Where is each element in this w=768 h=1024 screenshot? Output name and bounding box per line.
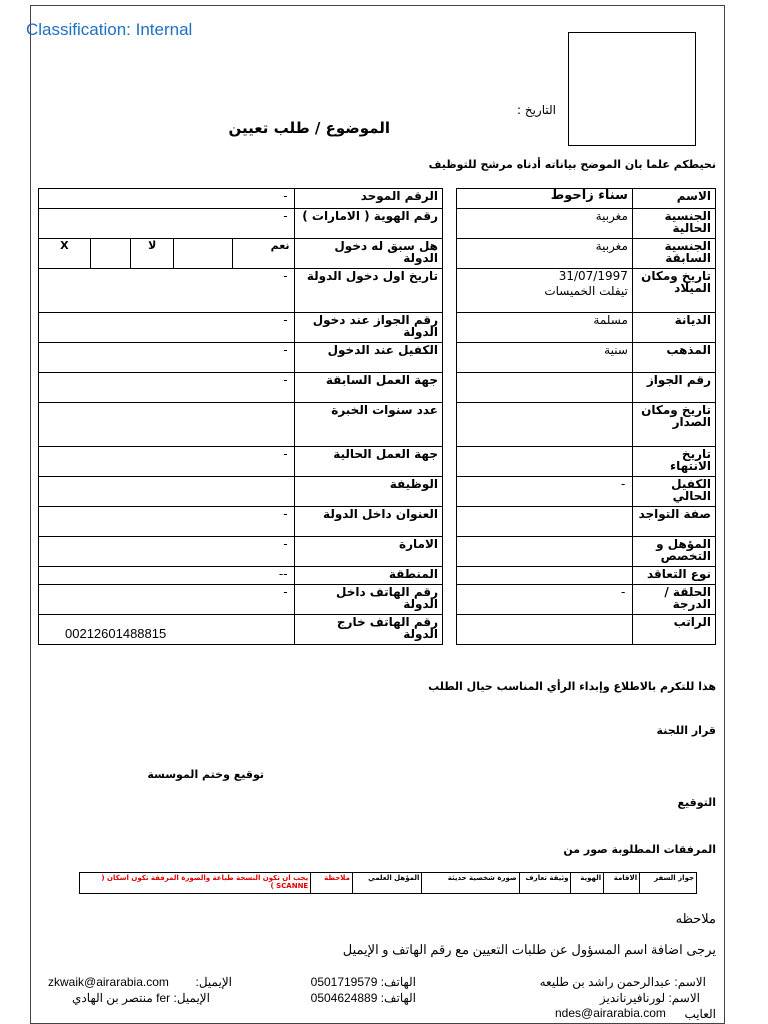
entry-label: رقم الهاتف داخل الدولة — [294, 585, 442, 615]
entry-row — [39, 585, 443, 615]
entry-value — [39, 403, 295, 447]
entered-blank — [90, 239, 130, 268]
personal-label: الجنسية السابقة — [632, 239, 715, 269]
entry-data-table — [38, 188, 443, 645]
contact3-name: العايب — [684, 1007, 716, 1021]
personal-label: الراتب — [632, 615, 715, 645]
entry-row — [39, 189, 443, 209]
personal-value-text: مغربية — [595, 239, 628, 253]
personal-label: تاريخ ومكان الصدار — [632, 403, 715, 447]
entry-value — [39, 567, 295, 585]
entry-value — [39, 537, 295, 567]
personal-label: الجنسية الحالية — [632, 209, 715, 239]
attachment-passport: جواز السفر — [640, 873, 697, 894]
attachment-qualification: المؤهل العلمي — [352, 873, 421, 894]
personal-value-text: سنية — [604, 343, 628, 357]
org-sign-label: توقيع وختم الموسسة — [147, 768, 264, 781]
entry-value — [39, 343, 295, 373]
entry-label: المنطقة — [294, 567, 442, 585]
attachment-photo: صورة شخصية حديثة — [422, 873, 519, 894]
entry-value-text: - — [283, 269, 288, 283]
entry-value-text: - — [283, 507, 288, 521]
contact1-name: الاسم: عبدالرحمن راشد بن طليعه — [539, 975, 706, 989]
review-text: هذا للتكرم بالاطلاع وإبداء الرأي المناسب حيال الطلب — [428, 680, 716, 693]
entry-label: جهة العمل الحالية — [294, 447, 442, 477]
personal-value — [457, 477, 633, 507]
personal-value-text-2: تيفلت الخميسات — [544, 284, 628, 298]
contact1-email: zkwaik@airarabia.com — [48, 975, 169, 989]
entry-value — [39, 269, 295, 313]
attachment-note-text: يجب ان تكون النسخة طباعة والصورة المرفقة تكون اسكان ( SCANNE ) — [80, 873, 311, 894]
personal-value — [457, 507, 633, 537]
personal-label: المذهب — [632, 343, 715, 373]
personal-label: الحلقة / الدرجة — [632, 585, 715, 615]
date-label: التاريخ : — [516, 103, 556, 117]
entry-value-text: - — [283, 189, 288, 203]
personal-value-text: - — [621, 477, 626, 491]
entry-label: رقم الجواز عند دخول الدولة — [294, 313, 442, 343]
entered-before-choices — [39, 239, 294, 268]
attachment-emirates-id: الهوية — [571, 873, 604, 894]
attachment-id-doc: وثيقة تعارف — [519, 873, 571, 894]
entry-row — [39, 567, 443, 585]
personal-value-text: - — [621, 585, 626, 599]
personal-label: رقم الجواز — [632, 373, 715, 403]
contact2-email: الإيميل: fer منتصر بن الهادي — [72, 991, 210, 1005]
personal-row — [457, 507, 716, 537]
entry-row — [39, 403, 443, 447]
contact2-name: الاسم: لورنافيرنانديز — [599, 991, 700, 1005]
entry-value-text: -- — [278, 567, 288, 581]
entry-row — [39, 615, 443, 645]
entry-value-text: - — [283, 585, 288, 599]
personal-value — [457, 269, 633, 313]
entry-label: رقم الهاتف خارج الدولة — [294, 615, 442, 645]
personal-value-text: 31/07/1997 — [558, 269, 628, 283]
personal-row — [457, 373, 716, 403]
personal-value — [457, 567, 633, 585]
entry-label: رقم الهوية ( الامارات ) — [294, 209, 442, 239]
entry-value-text: - — [283, 313, 288, 327]
entry-label: الكفيل عند الدخول — [294, 343, 442, 373]
personal-label: الكفيل الحالي — [632, 477, 715, 507]
personal-row — [457, 567, 716, 585]
entry-value-text: - — [283, 209, 288, 223]
entry-value — [39, 189, 295, 209]
personal-row — [457, 313, 716, 343]
contact1-email-label: الإيميل: — [195, 975, 232, 989]
entry-label: العنوان داخل الدولة — [294, 507, 442, 537]
personal-label: صفة التواجد — [632, 507, 715, 537]
entry-row — [39, 209, 443, 239]
entry-value — [39, 507, 295, 537]
personal-value — [457, 615, 633, 645]
personal-data-table — [456, 188, 716, 645]
attachments-title: المرفقات المطلوبة صور من — [563, 843, 716, 856]
entry-value — [39, 477, 295, 507]
entered-yes-option: نعم — [232, 239, 293, 268]
entry-label: هل سبق له دخول الدولة — [294, 239, 442, 269]
entry-row — [39, 373, 443, 403]
signature-label: التوقيع — [677, 796, 716, 809]
personal-label: نوع التعاقد — [632, 567, 715, 585]
personal-value — [457, 537, 633, 567]
personal-label: المؤهل و التخصص — [632, 537, 715, 567]
entry-row — [39, 239, 443, 269]
personal-row — [457, 343, 716, 373]
entry-value-text: - — [283, 373, 288, 387]
intro-text: نحيطكم علما بان الموضح بياناته أدناه مرشح للتوظيف — [428, 158, 716, 171]
entry-label: تاريخ اول دخول الدولة — [294, 269, 442, 313]
photo-box — [568, 32, 696, 146]
entered-x-mark: X — [39, 239, 90, 268]
note-title: ملاحظه — [675, 911, 716, 926]
contact3-email: ndes@airarabia.com — [555, 1006, 666, 1020]
personal-value — [457, 585, 633, 615]
entered-blank-2 — [174, 239, 232, 268]
personal-label: الديانة — [632, 313, 715, 343]
entry-value-text: - — [283, 447, 288, 461]
entry-value-text: - — [283, 537, 288, 551]
entry-row — [39, 537, 443, 567]
personal-row — [457, 403, 716, 447]
entry-row — [39, 313, 443, 343]
personal-value — [457, 189, 633, 209]
entry-label: الرقم الموحد — [294, 189, 442, 209]
personal-value — [457, 343, 633, 373]
personal-row — [457, 537, 716, 567]
personal-value-text: مغربية — [595, 209, 628, 223]
page-title: الموضوع / طلب تعيين — [228, 119, 390, 137]
entry-row — [39, 343, 443, 373]
personal-row — [457, 239, 716, 269]
personal-value-text: سناء زاحوط — [550, 188, 628, 203]
personal-label: تاريخ ومكان الميلاد — [632, 269, 715, 313]
personal-value — [457, 403, 633, 447]
attachments-table — [79, 872, 697, 894]
entry-row — [39, 269, 443, 313]
note-text: يرجى اضافة اسم المسؤول عن طلبات التعيين مع رقم الهاتف و الإيميل — [342, 942, 716, 957]
attachment-residency: الاقامة — [604, 873, 640, 894]
entered-no-option: لا — [130, 239, 173, 268]
classification-label: Classification: Internal — [26, 20, 193, 39]
entry-value — [39, 373, 295, 403]
personal-value — [457, 209, 633, 239]
personal-value — [457, 239, 633, 269]
entry-value — [39, 209, 295, 239]
entry-label: عدد سنوات الخبرة — [294, 403, 442, 447]
entry-row — [39, 477, 443, 507]
personal-row — [457, 447, 716, 477]
attachment-note-label: ملاحظة — [311, 873, 353, 894]
entry-value-text: - — [283, 343, 288, 357]
contact2-phone: الهاتف: 0504624889 — [310, 991, 416, 1005]
committee-label: قرار اللجنة — [656, 724, 716, 737]
personal-row — [457, 209, 716, 239]
personal-row — [457, 585, 716, 615]
entry-row — [39, 507, 443, 537]
personal-row — [457, 189, 716, 209]
entry-label: الوظيفة — [294, 477, 442, 507]
entry-row — [39, 447, 443, 477]
personal-label: الاسم — [632, 189, 715, 209]
personal-row — [457, 615, 716, 645]
personal-value — [457, 447, 633, 477]
personal-row — [457, 269, 716, 313]
personal-value — [457, 373, 633, 403]
contact1-phone: الهاتف: 0501719579 — [310, 975, 416, 989]
entry-label: جهة العمل السابقة — [294, 373, 442, 403]
entry-value — [39, 313, 295, 343]
entry-value — [39, 239, 295, 269]
personal-value — [457, 313, 633, 343]
entry-value — [39, 615, 295, 645]
entry-value — [39, 447, 295, 477]
personal-value-text: مسلمة — [593, 313, 628, 327]
entry-label: الامارة — [294, 537, 442, 567]
entry-value-text: 00212601488815 — [65, 626, 167, 641]
entry-value — [39, 585, 295, 615]
personal-label: تاريخ الانتهاء — [632, 447, 715, 477]
personal-row — [457, 477, 716, 507]
